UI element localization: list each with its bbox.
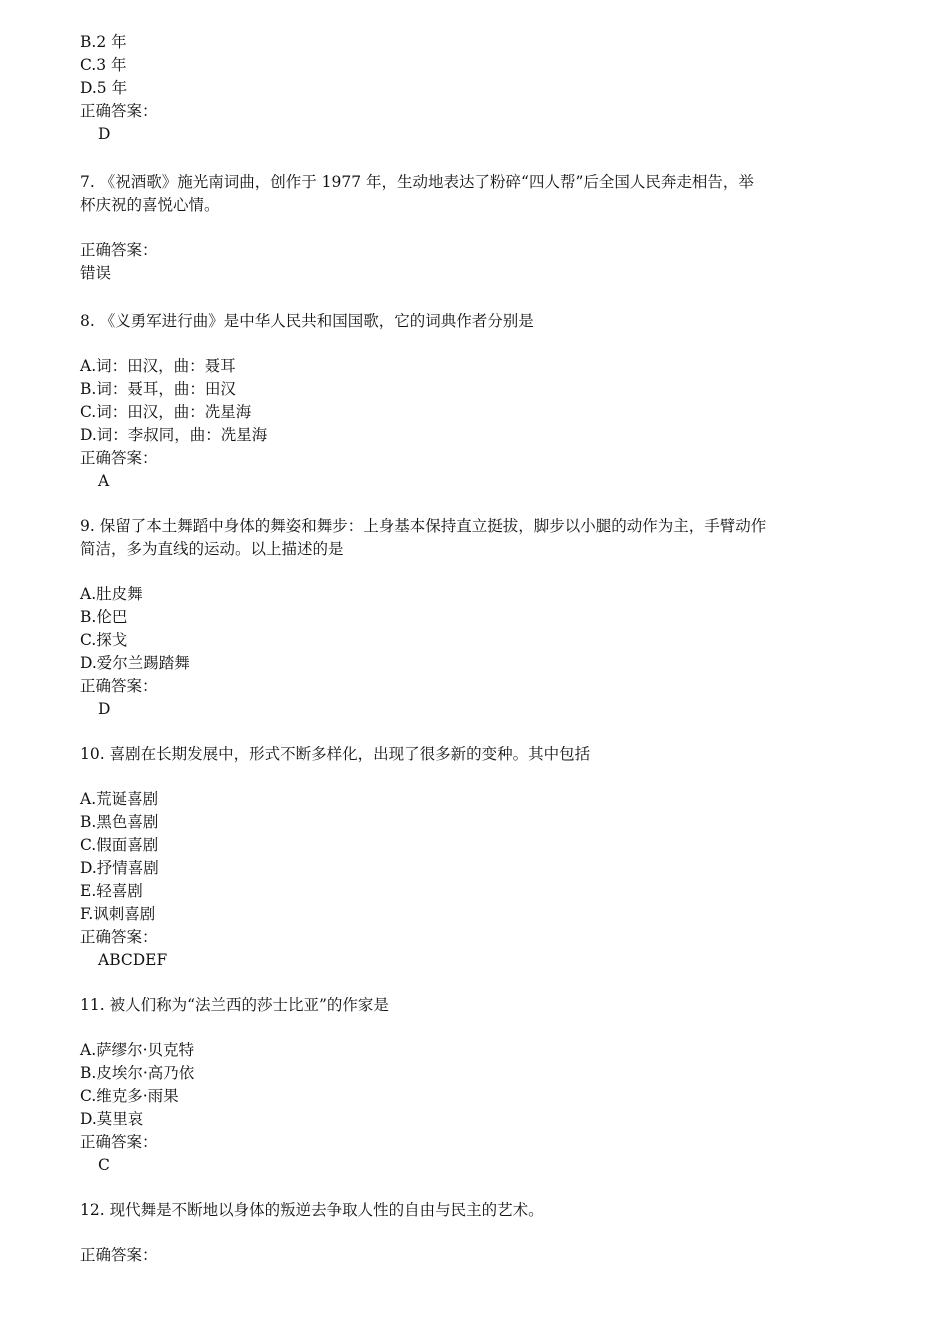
- answer-label: 正确答案：: [80, 102, 158, 120]
- answer-label: 正确答案：: [80, 449, 158, 467]
- option: D.爱尔兰踢踏舞: [80, 654, 190, 672]
- answer-value: ABCDEF: [98, 951, 168, 969]
- option: B.2 年: [80, 33, 127, 51]
- question-10: [80, 743, 870, 972]
- question-stem: 10. 喜剧在长期发展中，形式不断多样化，出现了很多新的变种。其中包括: [80, 745, 591, 763]
- answer-label: 正确答案：: [80, 928, 158, 946]
- answer-value: A: [98, 472, 110, 490]
- option: B.词：聂耳，曲：田汉: [80, 380, 236, 398]
- option: A.荒诞喜剧: [80, 790, 159, 808]
- option: D.莫里哀: [80, 1110, 144, 1128]
- question-11: [80, 994, 870, 1177]
- question-12: [80, 1199, 870, 1267]
- answer-value: D: [98, 700, 111, 718]
- option: C.维克多·雨果: [80, 1087, 179, 1105]
- exam-document: [80, 31, 870, 1267]
- answer-label: 正确答案：: [80, 1246, 158, 1264]
- question-stem: 7. 《祝酒歌》施光南词曲，创作于 1977 年，生动地表达了粉碎“四人帮”后全国人民奔走相告，举: [80, 173, 754, 191]
- option: A.肚皮舞: [80, 585, 143, 603]
- question-7: [80, 171, 870, 285]
- option: B.伦巴: [80, 608, 128, 626]
- option: F.讽刺喜剧: [80, 905, 156, 923]
- option: C.词：田汉，曲：冼星海: [80, 403, 252, 421]
- prev-question-block: [80, 31, 870, 146]
- answer-label: 正确答案：: [80, 1133, 158, 1151]
- question-9: [80, 515, 870, 721]
- option: A.词：田汉，曲：聂耳: [80, 357, 236, 375]
- option: D.5 年: [80, 79, 128, 97]
- answer-value: C: [98, 1156, 110, 1174]
- option: E.轻喜剧: [80, 882, 143, 900]
- option: D.词：李叔同，曲：冼星海: [80, 426, 268, 444]
- option: C.假面喜剧: [80, 836, 159, 854]
- question-stem: 11. 被人们称为“法兰西的莎士比亚”的作家是: [80, 996, 389, 1014]
- question-8: [80, 310, 870, 493]
- question-stem: 杯庆祝的喜悦心情。: [80, 196, 220, 214]
- answer-label: 正确答案：: [80, 677, 158, 695]
- option: C.3 年: [80, 56, 127, 74]
- option: B.黑色喜剧: [80, 813, 159, 831]
- question-stem: 简洁，多为直线的运动。以上描述的是: [80, 540, 344, 558]
- option: A.萨缪尔·贝克特: [80, 1041, 195, 1059]
- question-stem: 8. 《义勇军进行曲》是中华人民共和国国歌，它的词典作者分别是: [80, 312, 534, 330]
- question-stem: 9. 保留了本土舞蹈中身体的舞姿和舞步：上身基本保持直立挺拔，脚步以小腿的动作为主，手臂动作: [80, 517, 767, 535]
- option: C.探戈: [80, 631, 128, 649]
- option: D.抒情喜剧: [80, 859, 159, 877]
- answer-label: 正确答案：: [80, 241, 158, 259]
- answer-value: 错误: [80, 264, 112, 282]
- question-stem: 12. 现代舞是不断地以身体的叛逆去争取人性的自由与民主的艺术。: [80, 1201, 544, 1219]
- answer-value: D: [98, 125, 111, 143]
- option: B.皮埃尔·高乃依: [80, 1064, 195, 1082]
